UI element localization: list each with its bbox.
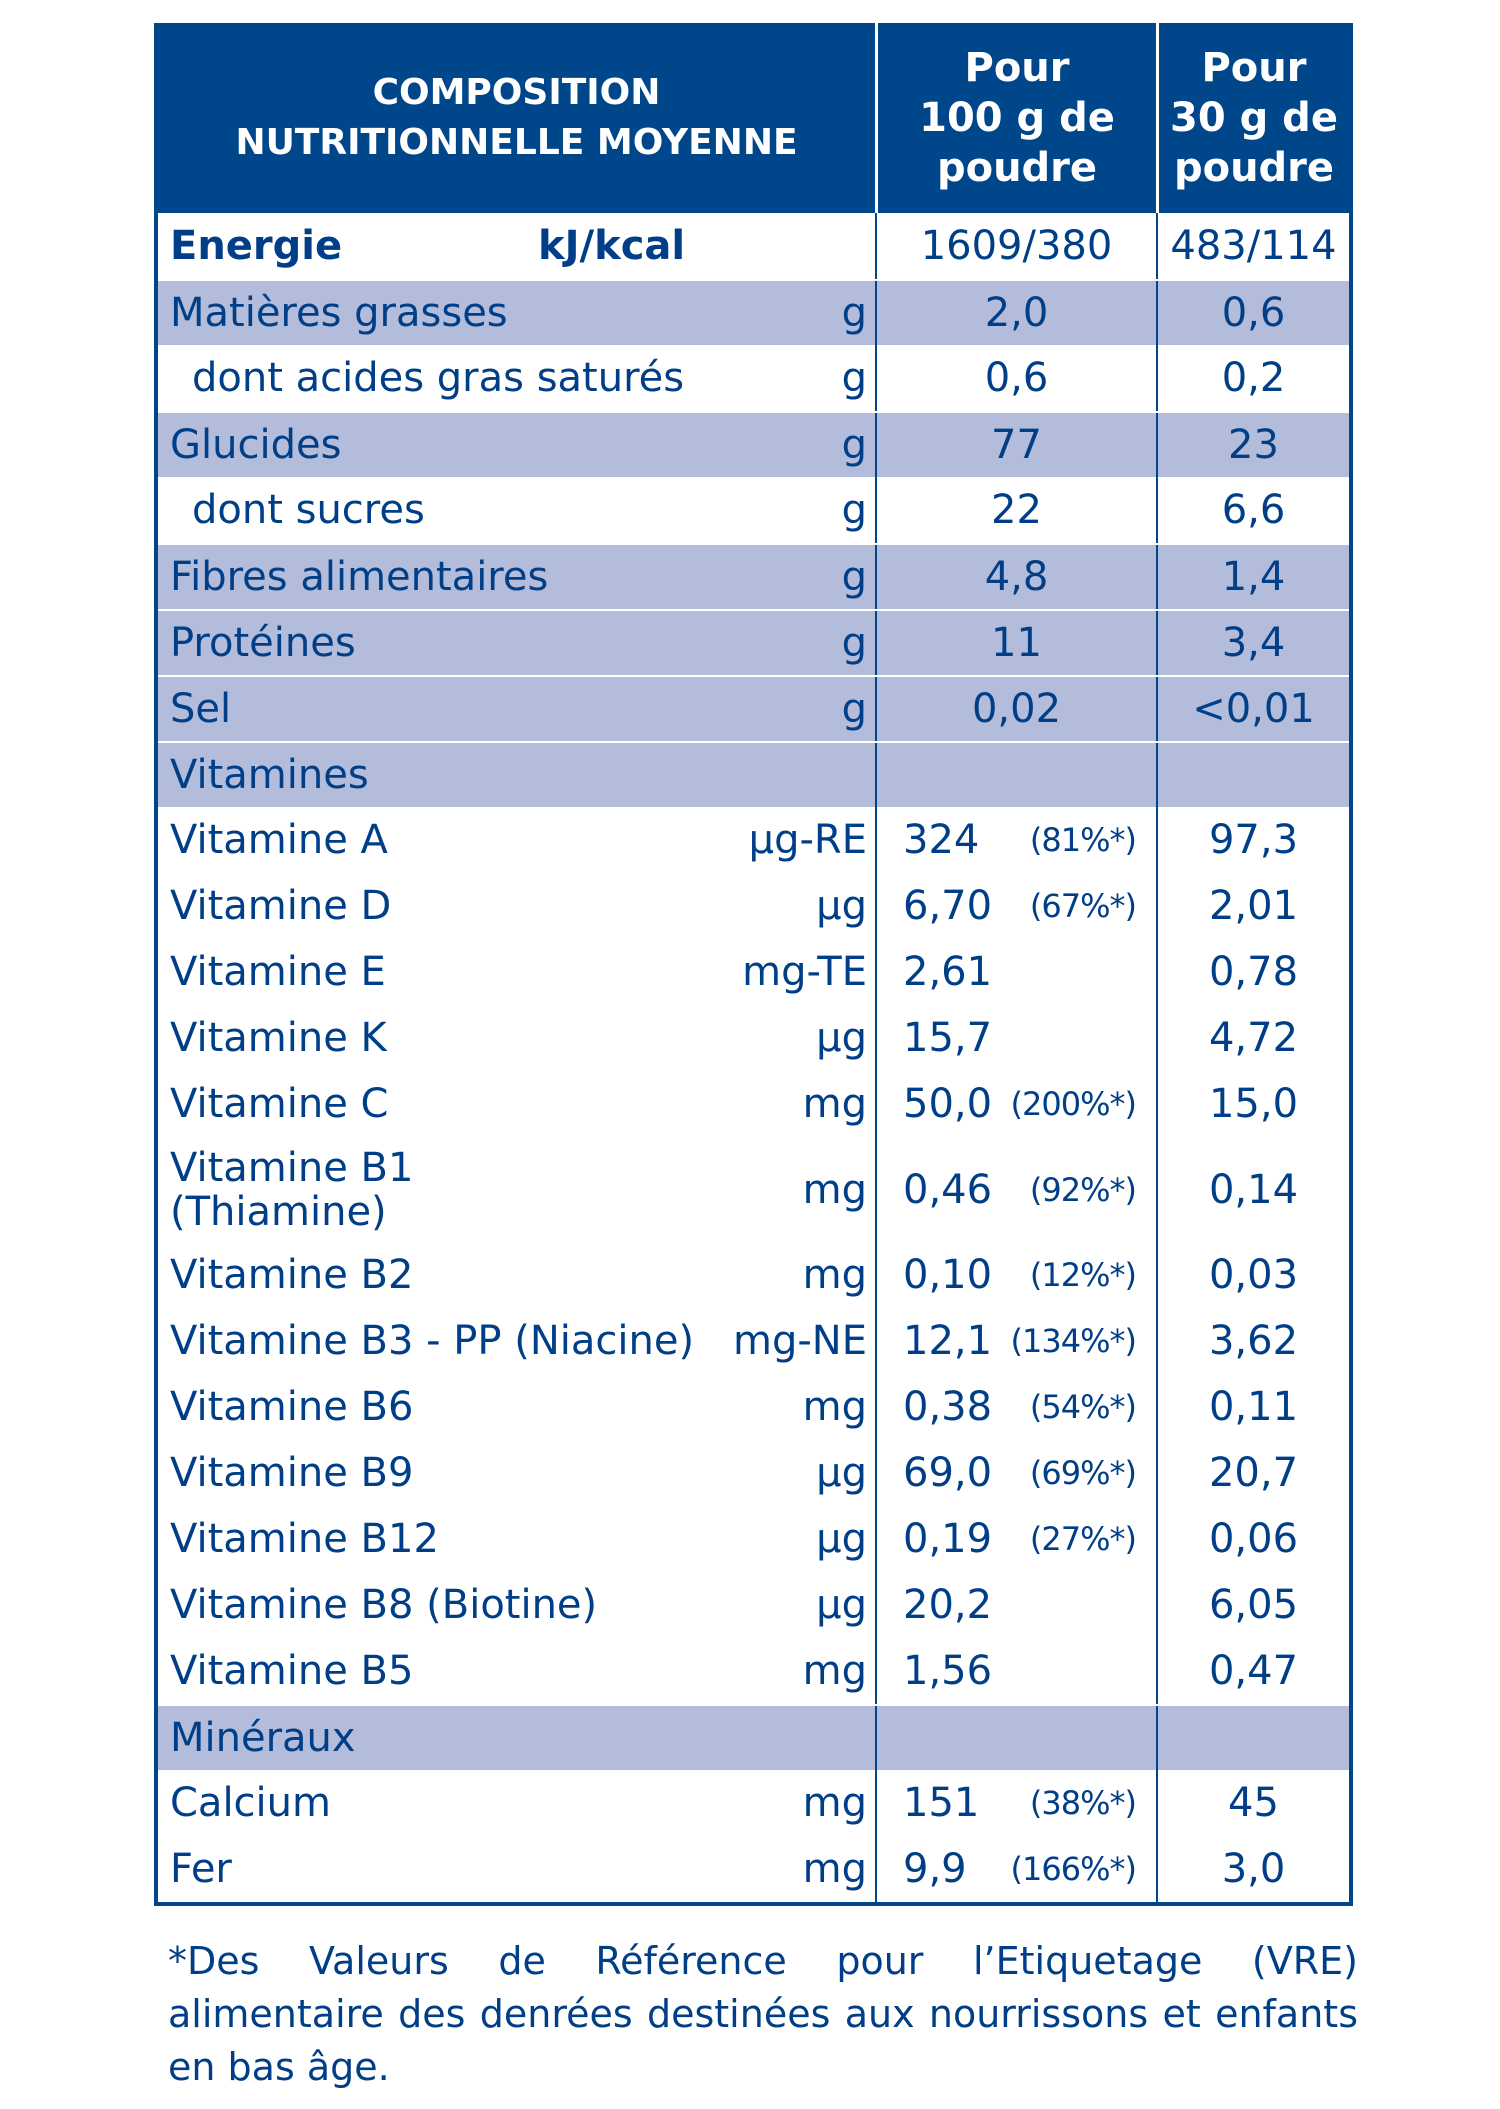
value-per-30g: 15,0 — [1156, 1071, 1349, 1137]
nutrient-unit: mg-NE — [733, 1318, 867, 1364]
table-row — [158, 1071, 1349, 1137]
header-col1-line3: poudre — [936, 145, 1098, 191]
table-row — [158, 1836, 1349, 1902]
header-col2-line1: Pour — [1201, 45, 1307, 91]
value-per-30g: 2,01 — [1156, 873, 1349, 939]
table-row — [158, 411, 1349, 477]
table-row — [158, 1005, 1349, 1071]
nutrient-unit: g — [841, 487, 867, 533]
nutrient-unit: mg — [802, 1081, 867, 1127]
table-row — [158, 1506, 1349, 1572]
table-row — [158, 1308, 1349, 1374]
header-per-100g — [875, 23, 1156, 213]
row-energie — [158, 213, 1349, 279]
header-col2-line2: 30 g de — [1170, 95, 1338, 141]
nutrient-unit: kJ/kcal — [538, 223, 686, 269]
nutrient-unit: g — [841, 554, 867, 600]
nutrient-name-line1: Vitamine B1 — [170, 1144, 414, 1191]
table-row — [158, 807, 1349, 873]
table-row — [158, 1638, 1349, 1704]
table-row — [158, 477, 1349, 543]
nutrient-name — [170, 1146, 747, 1234]
nutrient-name: Calcium — [170, 1780, 331, 1826]
vre-percent: (92%*) — [1029, 1170, 1136, 1209]
value-per-30g: 97,3 — [1156, 807, 1349, 873]
nutrition-table — [154, 23, 1353, 1906]
table-row — [158, 1440, 1349, 1506]
vre-percent: (166%*) — [1010, 1850, 1136, 1888]
vre-percent: (38%*) — [1029, 1784, 1136, 1822]
nutrient-name: Glucides — [170, 422, 342, 468]
table-row — [158, 939, 1349, 1005]
value-per-100g: 0,10 — [903, 1252, 993, 1298]
value-per-30g: 0,78 — [1156, 939, 1349, 1005]
table-row — [158, 1374, 1349, 1440]
nutrient-name: Protéines — [170, 620, 356, 666]
nutrient-name: Fer — [170, 1846, 232, 1892]
header-title-line1: COMPOSITION — [372, 72, 661, 113]
section-header-mineraux — [158, 1704, 1349, 1770]
value-per-100g: 15,7 — [903, 1015, 993, 1061]
vre-percent: (12%*) — [1029, 1256, 1136, 1294]
value-per-30g: 483/114 — [1156, 213, 1349, 279]
nutrient-name: Energie — [170, 223, 343, 269]
value-per-30g: 0,2 — [1156, 345, 1349, 411]
vre-percent: (69%*) — [1029, 1454, 1136, 1492]
value-per-30g: 45 — [1156, 1770, 1349, 1836]
nutrient-unit: g — [841, 355, 867, 401]
value-per-100g: 0,02 — [875, 677, 1156, 741]
value-per-30g: 0,14 — [1156, 1137, 1349, 1242]
value-per-30g: 20,7 — [1156, 1440, 1349, 1506]
nutrient-name: Vitamine B12 — [170, 1516, 439, 1562]
nutrient-name: Vitamine D — [170, 883, 392, 929]
value-per-100g: 20,2 — [903, 1582, 993, 1628]
nutrient-name: Vitamine K — [170, 1015, 387, 1061]
nutrient-unit: µg — [816, 883, 867, 929]
nutrient-unit: µg — [816, 1015, 867, 1061]
nutrient-name: Vitamine B9 — [170, 1450, 414, 1496]
header-col1-line2: 100 g de — [919, 95, 1115, 141]
section-header-vitamines — [158, 741, 1349, 807]
nutrient-unit: mg — [802, 1780, 867, 1826]
value-per-100g: 2,0 — [875, 281, 1156, 345]
table-row — [158, 543, 1349, 609]
value-per-30g: 3,62 — [1156, 1308, 1349, 1374]
nutrient-name: dont acides gras saturés — [192, 355, 685, 401]
vre-percent: (81%*) — [1029, 821, 1136, 859]
value-per-100g: 50,0 — [903, 1081, 993, 1127]
value-per-100g: 69,0 — [903, 1450, 993, 1496]
nutrient-unit: mg — [802, 1166, 867, 1213]
section-title: Vitamines — [170, 752, 369, 798]
value-per-30g: 0,06 — [1156, 1506, 1349, 1572]
nutrient-name: Vitamine B2 — [170, 1252, 414, 1298]
value-per-100g: 4,8 — [875, 545, 1156, 609]
nutrient-name: Fibres alimentaires — [170, 554, 549, 600]
value-per-30g: <0,01 — [1156, 677, 1349, 741]
nutrient-unit: mg — [802, 1384, 867, 1430]
value-per-30g: 0,47 — [1156, 1638, 1349, 1704]
nutrient-name: Vitamine B8 (Biotine) — [170, 1582, 598, 1628]
value-per-30g: 0,03 — [1156, 1242, 1349, 1308]
value-per-30g: 23 — [1156, 413, 1349, 477]
nutrient-unit: mg — [802, 1846, 867, 1892]
table-row — [158, 609, 1349, 675]
nutrient-name: Vitamine B5 — [170, 1648, 414, 1694]
nutrient-name: dont sucres — [192, 487, 425, 533]
value-per-100g: 22 — [875, 477, 1156, 543]
header-col1-line1: Pour — [964, 45, 1070, 91]
value-per-30g: 6,05 — [1156, 1572, 1349, 1638]
row-label — [158, 213, 875, 279]
value-per-100g: 151 — [903, 1780, 980, 1826]
table-row — [158, 1242, 1349, 1308]
value-per-100g: 0,19 — [903, 1516, 993, 1562]
nutrient-name: Matières grasses — [170, 290, 508, 336]
table-row — [158, 1572, 1349, 1638]
footnote: *Des Valeurs de Référence pour l’Etiquetage (VRE) alimentaire des denrées destinées aux nourrissons et enfants en bas âge. — [168, 1939, 1358, 2089]
value-per-100g: 11 — [875, 611, 1156, 675]
value-per-100g: 1,56 — [903, 1648, 993, 1694]
header-per-30g — [1156, 23, 1349, 213]
value-per-30g: 1,4 — [1156, 545, 1349, 609]
table-row — [158, 873, 1349, 939]
table-row — [158, 1137, 1349, 1242]
header-title-line2: NUTRITIONNELLE MOYENNE — [235, 122, 798, 163]
table-row — [158, 1770, 1349, 1836]
nutrient-name: Vitamine E — [170, 949, 386, 995]
nutrient-name: Vitamine B3 - PP (Niacine) — [170, 1318, 695, 1364]
value-per-100g: 0,38 — [903, 1384, 993, 1430]
value-per-100g: 0,6 — [875, 345, 1156, 411]
value-per-100g: 2,61 — [903, 949, 993, 995]
value-per-100g: 0,46 — [903, 1166, 993, 1213]
nutrient-unit: g — [841, 620, 867, 666]
vre-percent: (27%*) — [1029, 1520, 1136, 1558]
nutrient-name-line2: (Thiamine) — [170, 1188, 387, 1235]
nutrient-name: Sel — [170, 686, 232, 732]
nutrient-name: Vitamine A — [170, 817, 388, 863]
value-per-30g: 3,4 — [1156, 611, 1349, 675]
nutrient-unit: µg-RE — [748, 817, 867, 863]
value-per-100g: 12,1 — [903, 1318, 993, 1364]
vre-percent: (54%*) — [1029, 1388, 1136, 1426]
vre-percent: (200%*) — [1010, 1085, 1136, 1123]
value-per-30g: 0,6 — [1156, 281, 1349, 345]
nutrient-unit: µg — [816, 1516, 867, 1562]
nutrient-unit: g — [841, 686, 867, 732]
vre-percent: (134%*) — [1010, 1322, 1136, 1360]
nutrient-unit: mg-TE — [742, 949, 867, 995]
nutrient-unit: µg — [816, 1582, 867, 1628]
value-per-100g: 324 — [903, 817, 980, 863]
nutrient-name: Vitamine C — [170, 1081, 389, 1127]
nutrient-unit: g — [841, 422, 867, 468]
value-per-30g: 4,72 — [1156, 1005, 1349, 1071]
table-header — [158, 23, 1349, 213]
value-per-100g: 6,70 — [903, 883, 993, 929]
header-title — [158, 23, 875, 213]
header-col2-line3: poudre — [1173, 145, 1335, 191]
table-row — [158, 675, 1349, 741]
value-per-100g: 77 — [875, 413, 1156, 477]
value-per-100g: 1609/380 — [875, 213, 1156, 279]
nutrient-unit: mg — [802, 1252, 867, 1298]
vre-percent: (67%*) — [1029, 887, 1136, 925]
value-per-30g: 0,11 — [1156, 1374, 1349, 1440]
value-per-30g: 3,0 — [1156, 1836, 1349, 1902]
nutrient-name: Vitamine B6 — [170, 1384, 414, 1430]
value-per-30g: 6,6 — [1156, 477, 1349, 543]
nutrient-unit: µg — [816, 1450, 867, 1496]
value-per-100g: 9,9 — [903, 1846, 967, 1892]
table-row — [158, 345, 1349, 411]
nutrient-unit: g — [841, 290, 867, 336]
nutrient-unit: mg — [802, 1648, 867, 1694]
table-row — [158, 279, 1349, 345]
section-title: Minéraux — [170, 1715, 356, 1761]
